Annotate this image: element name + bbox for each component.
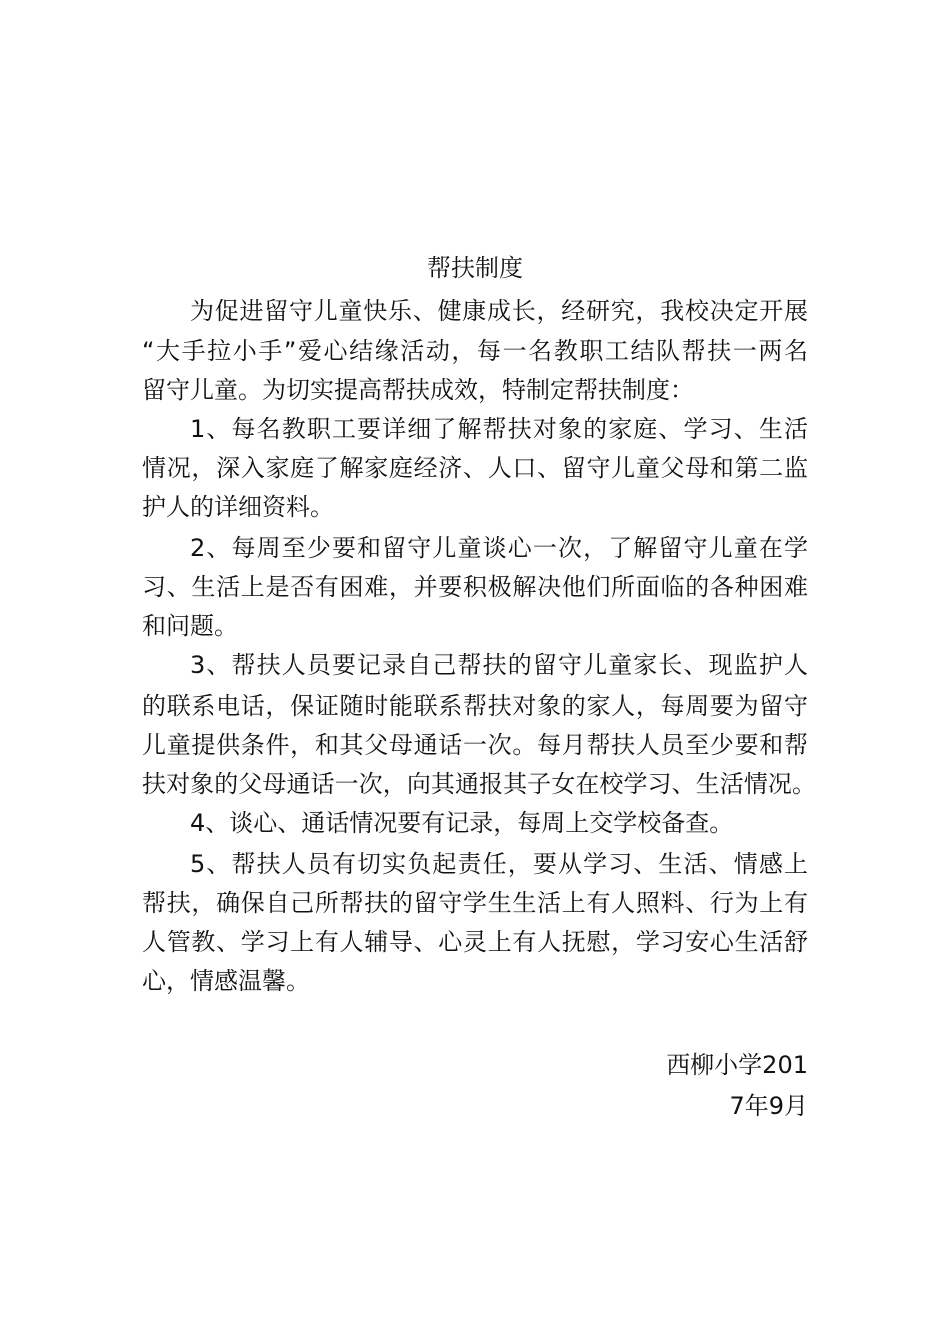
paragraph-line: 5、帮扶人员有切实负起责任，要从学习、生活、情感上 [190, 850, 808, 878]
paragraph-line: 儿童提供条件，和其父母通话一次。每月帮扶人员至少要和帮 [142, 731, 808, 759]
paragraph-line: 2、每周至少要和留守儿童谈心一次，了解留守儿童在学 [190, 534, 808, 562]
paragraph-line: 人管教、学习上有人辅导、心灵上有人抚慰，学习安心生活舒 [142, 928, 808, 956]
paragraph-line: 4、谈心、通话情况要有记录，每周上交学校备查。 [190, 809, 734, 837]
signature-school: 西柳小学201 [666, 1051, 808, 1079]
paragraph-line: 为促进留守儿童快乐、健康成长，经研究，我校决定开展 [190, 297, 808, 325]
signature-date: 7年9月 [729, 1092, 808, 1120]
paragraph-line: 留守儿童。为切实提高帮扶成效，特制定帮扶制度： [142, 376, 694, 404]
paragraph-line: 情况，深入家庭了解家庭经济、人口、留守儿童父母和第二监 [142, 454, 808, 482]
paragraph-line: 3、帮扶人员要记录自己帮扶的留守儿童家长、现监护人 [190, 651, 808, 679]
paragraph-line: 扶对象的父母通话一次，向其通报其子女在校学习、生活情况。 [142, 770, 816, 798]
paragraph-line: 的联系电话，保证随时能联系帮扶对象的家人，每周要为留守 [142, 692, 808, 720]
paragraph-line: 心，情感温馨。 [142, 967, 310, 995]
document-title: 帮扶制度 [427, 254, 523, 282]
paragraph-line: 习、生活上是否有困难，并要积极解决他们所面临的各种困难 [142, 573, 808, 601]
paragraph-line: “大手拉小手”爱心结缘活动，每一名教职工结队帮扶一两名 [142, 337, 808, 365]
paragraph-line: 帮扶，确保自己所帮扶的留守学生生活上有人照料、行为上有 [142, 889, 808, 917]
paragraph-line: 护人的详细资料。 [142, 493, 334, 521]
paragraph-line: 1、每名教职工要详细了解帮扶对象的家庭、学习、生活 [190, 415, 808, 443]
paragraph-line: 和问题。 [142, 612, 238, 640]
